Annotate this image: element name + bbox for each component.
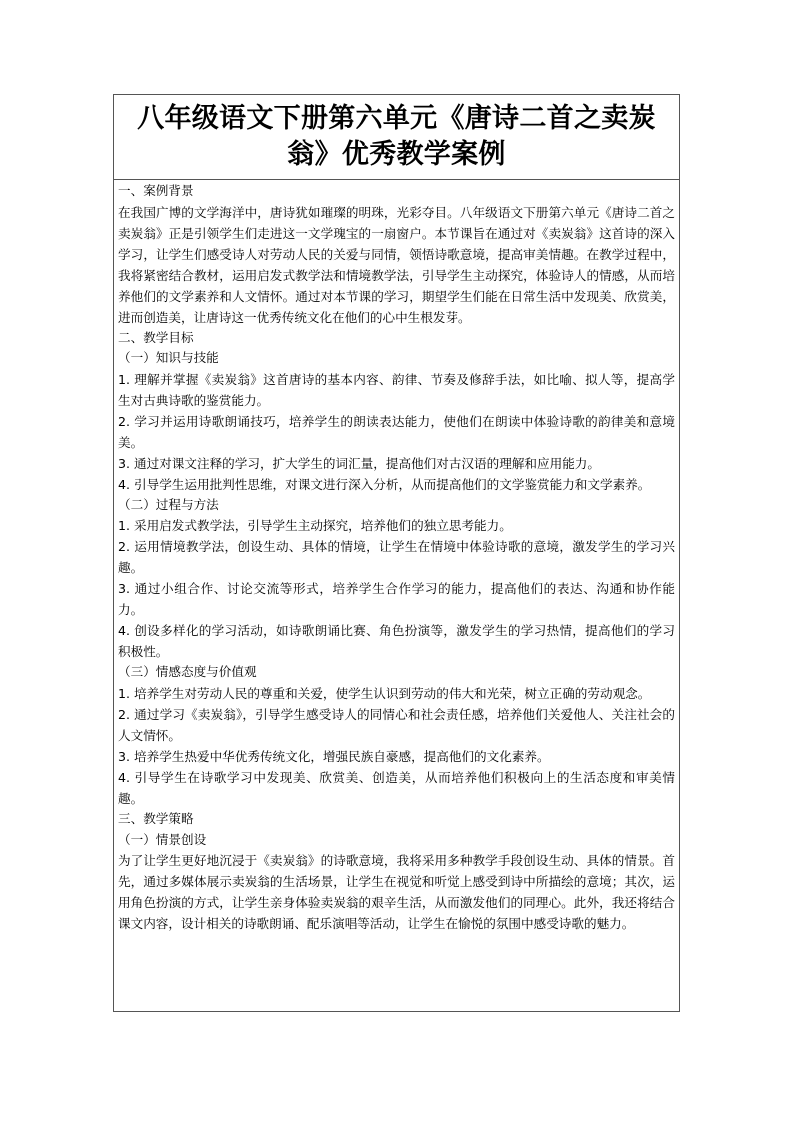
list-item: 1. 采用启发式教学法，引导学生主动探究，培养他们的独立思考能力。 [118,518,512,534]
list-item: 3. 通过对课文注释的学习，扩大学生的词汇量，提高他们对古汉语的理解和应用能力。 [118,455,600,471]
title-cell [114,95,679,180]
document-title: 八年级语文下册第六单元《唐诗二首之卖炭翁》优秀教学案例 [137,103,656,170]
background-paragraph: 在我国广博的文学海洋中，唐诗犹如璀璨的明珠，光彩夺目。八年级语文下册第六单元《唐诗二首之卖炭翁》正是引领学生们走进这一文学瑰宝的一扇窗户。本节课旨在通过对《卖炭翁》这首诗的深入学习，让学生们感受诗人对劳动人民的关爱与同情，领悟诗歌意境，提高审美情趣。在教学过程中，我将紧密结合教材，运用启发式教学法和情境教学法，引导学生主动探究，体验诗人的情感，从而培养他们的文学素养和人文情怀。通过对本节课的学习，期望学生们能在日常生活中发现美、欣赏美，进而创造美，让唐诗这一优秀传统文化在他们的心中生根发芽。 [118,204,675,325]
list-item: 2. 学习并运用诗歌朗诵技巧，培养学生的朗读表达能力，使他们在朗读中体验诗歌的韵律美和意境美。 [118,413,675,450]
list-item: 4. 创设多样化的学习活动，如诗歌朗诵比赛、角色扮演等，激发学生的学习热情，提高他们的学习积极性。 [118,623,675,660]
document-frame [113,94,680,1012]
scenario-paragraph: 为了让学生更好地沉浸于《卖炭翁》的诗歌意境，我将采用多种教学手段创设生动、具体的情景。首先，通过多媒体展示卖炭翁的生活场景，让学生在视觉和听觉上感受到诗中所描绘的意境；其次，运用角色扮演的方式，让学生亲身体验卖炭翁的艰辛生活，从而激发他们的同理心。此外，我还将结合课文内容，设计相关的诗歌朗诵、配乐演唱等活动，让学生在愉悦的氛围中感受诗歌的魅力。 [118,853,675,932]
section-heading-strategy: 三、教学策略 [118,810,194,826]
subheading-knowledge: （一）知识与技能 [118,350,219,366]
section-heading-objectives: 二、教学目标 [118,329,194,345]
list-item: 1. 理解并掌握《卖炭翁》这首唐诗的基本内容、韵律、节奏及修辞手法，如比喻、拟人等，提高学生对古典诗歌的鉴赏能力。 [118,371,675,408]
subheading-scenario: （一）情景创设 [118,831,207,847]
list-item: 4. 引导学生在诗歌学习中发现美、欣赏美、创造美，从而培养他们积极向上的生活态度和审美情趣。 [118,769,675,806]
list-item: 3. 通过小组合作、讨论交流等形式，培养学生合作学习的能力，提高他们的表达、沟通和协作能力。 [118,581,675,618]
subheading-process: （二）过程与方法 [118,496,219,512]
list-item: 2. 运用情境教学法，创设生动、具体的情境，让学生在情境中体验诗歌的意境，激发学生的学习兴趣。 [118,539,675,576]
list-item: 4. 引导学生运用批判性思维，对课文进行深入分析，从而提高他们的文学鉴赏能力和文学素养。 [118,476,651,492]
list-item: 1. 培养学生对劳动人民的尊重和关爱，使学生认识到劳动的伟大和光荣，树立正确的劳动观念。 [118,685,651,701]
list-item: 2. 通过学习《卖炭翁》，引导学生感受诗人的同情心和社会责任感，培养他们关爱他人、关注社会的人文情怀。 [118,706,675,743]
list-item: 3. 培养学生热爱中华优秀传统文化，增强民族自豪感，提高他们的文化素养。 [118,748,550,764]
section-heading-background: 一、案例背景 [118,183,194,198]
document-body [114,180,679,934]
subheading-emotion: （三）情感态度与价值观 [118,664,257,680]
